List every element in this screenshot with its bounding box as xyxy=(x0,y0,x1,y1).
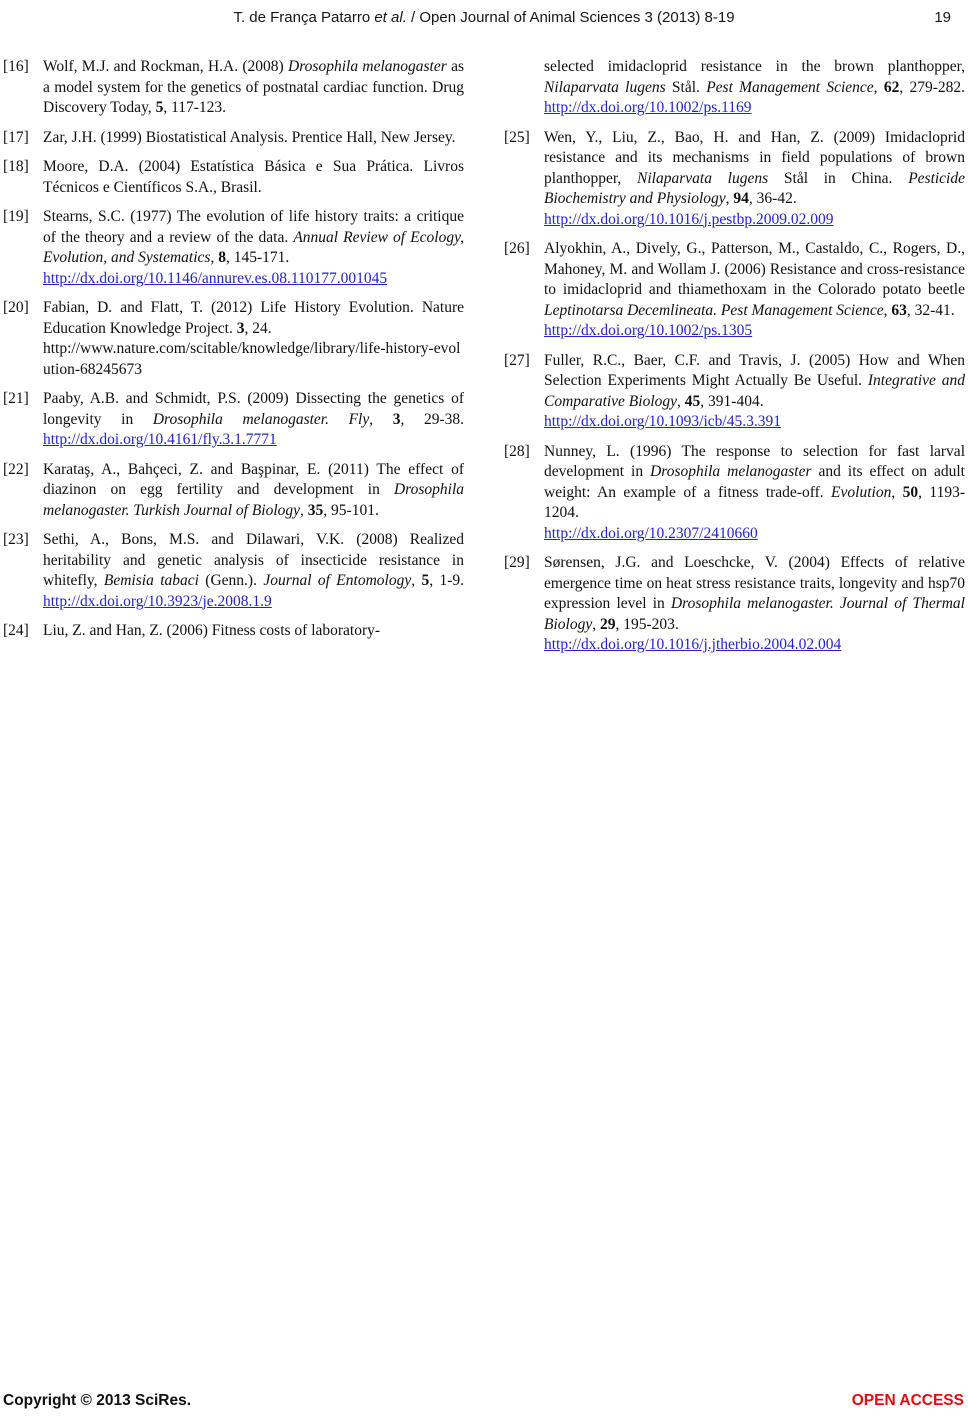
volume-number: 3 xyxy=(236,319,245,337)
reference-number: [16] xyxy=(3,58,29,75)
text-segment: , 95-101. xyxy=(323,501,379,519)
reference-number: [28] xyxy=(504,442,530,460)
italic-text: Integrative and Comparative Biology xyxy=(544,372,965,410)
doi-link[interactable]: http://dx.doi.org/10.1093/icb/45.3.391 xyxy=(544,413,781,430)
text-segment: , 1193-1204. xyxy=(544,483,965,521)
text-segment: selected imidacloprid resistance in the brown planthopper, xyxy=(544,58,965,75)
reference-text xyxy=(544,554,965,653)
text-segment: Wen, Y., Liu, Z., Bao, H. and Han, Z. (2009) Imidacloprid resistance and its mechanisms in field populations of brown planthopper, xyxy=(544,128,965,187)
doi-link[interactable]: http://dx.doi.org/10.1002/ps.1169 xyxy=(544,99,752,116)
volume-number: 94 xyxy=(733,190,749,207)
reference-text xyxy=(544,58,965,116)
reference-text xyxy=(43,390,464,448)
reference-item xyxy=(3,621,464,642)
reference-continuation xyxy=(504,57,965,119)
text-segment: Stearns, S.C. (1977) The evolution of life history traits: a critique of the theory and a review of the data. xyxy=(43,208,464,246)
text-segment: , 1-9. xyxy=(429,572,464,589)
reference-item xyxy=(3,57,464,119)
italic-text: Journal of Entomology xyxy=(263,572,412,589)
reference-number: [23] xyxy=(3,531,29,548)
text-segment: , xyxy=(411,572,422,589)
italic-text: Drosophila melanogaster. Journal of Thermal Biology xyxy=(544,595,965,633)
text-segment: , 279-282. xyxy=(899,78,965,96)
reference-text xyxy=(43,58,464,116)
reference-text xyxy=(43,622,380,639)
italic-text: Nilaparvata lugens xyxy=(637,169,769,187)
reference-item xyxy=(504,553,965,656)
text-segment: as a model system for the genetics of postnatal cardiac function. Drug Discovery Today, xyxy=(43,58,464,116)
running-title xyxy=(0,9,968,26)
reference-text xyxy=(43,129,455,146)
text-segment: , 29-38. xyxy=(400,410,464,428)
volume-number: 29 xyxy=(599,615,616,633)
reference-item xyxy=(3,128,464,149)
reference-text xyxy=(544,443,965,542)
reference-item xyxy=(504,351,965,433)
text-segment: / Open Journal of Animal Sciences 3 (2013) 8-19 xyxy=(406,9,735,26)
doi-link[interactable]: http://dx.doi.org/10.1002/ps.1305 xyxy=(544,322,753,339)
italic-text: Drosophila melanogaster xyxy=(288,58,447,75)
volume-number: 8 xyxy=(218,249,226,266)
volume-number: 50 xyxy=(902,483,919,501)
reference-number: [19] xyxy=(3,208,29,225)
reference-text xyxy=(544,129,965,228)
text-segment: , xyxy=(883,301,892,319)
italic-text: et al. xyxy=(374,9,407,26)
italic-text: Pest Management Science xyxy=(706,78,874,96)
reference-text xyxy=(43,158,464,196)
reference-item xyxy=(504,442,965,545)
volume-number: 35 xyxy=(307,501,324,519)
reference-item xyxy=(504,128,965,231)
text-segment: Alyokhin, A., Dively, G., Patterson, M., Castaldo, C., Rogers, D., Mahoney, M. and Wollam J. (2006) Resistance and cross-resistance to imidacloprid and thiamethoxam in the Colorado potato beetle xyxy=(544,240,965,298)
reference-text xyxy=(43,299,464,378)
text-segment: , 391-404. xyxy=(700,392,764,410)
text-segment: Fabian, D. and Flatt, T. (2012) Life History Evolution. Nature Education Knowledge Project. xyxy=(43,299,464,337)
reference-number: [22] xyxy=(3,460,29,478)
doi-link[interactable]: http://dx.doi.org/10.1016/j.jtherbio.2004.02.004 xyxy=(544,636,842,653)
text-segment: , 24. xyxy=(244,319,272,337)
reference-number: [21] xyxy=(3,390,29,407)
text-segment: Nunney, L. (1996) The response to selection for fast larval development in xyxy=(544,442,965,480)
text-segment: Stål. xyxy=(665,78,707,96)
references-column-left xyxy=(3,57,464,665)
text-segment: Stål in China. xyxy=(768,169,909,187)
text-segment: , xyxy=(210,249,219,266)
reference-number: [25] xyxy=(504,128,530,146)
doi-link[interactable]: http://dx.doi.org/10.4161/fly.3.1.7771 xyxy=(43,431,277,448)
open-access-label: OPEN ACCESS xyxy=(851,1392,964,1409)
reference-number: [29] xyxy=(504,554,530,571)
volume-number: 5 xyxy=(421,572,430,589)
text-segment: Liu, Z. and Han, Z. (2006) Fitness costs of laboratory- xyxy=(43,622,381,639)
page-footer xyxy=(3,1392,964,1410)
references-column-right xyxy=(504,57,965,665)
doi-link[interactable]: http://dx.doi.org/10.1146/annurev.es.08.110177.001045 xyxy=(43,269,388,287)
italic-text: Drosophila melanogaster xyxy=(650,463,812,480)
reference-item xyxy=(3,530,464,612)
reference-text xyxy=(544,352,965,431)
reference-text xyxy=(43,208,464,287)
italic-text: Annual Review of Ecology, Evolution, and Systematics xyxy=(43,228,464,266)
text-segment: , 117-123. xyxy=(163,99,227,116)
text-segment: , xyxy=(873,78,884,96)
italic-text: Bemisia tabaci xyxy=(103,572,199,589)
italic-text: Drosophila melanogaster. Turkish Journal of Biology xyxy=(43,481,464,519)
reference-item xyxy=(3,389,464,451)
volume-number: 62 xyxy=(883,78,900,96)
url-text: http://www.nature.com/scitable/knowledge/library/life-history-evolution-68245673 xyxy=(43,340,461,378)
text-segment: , xyxy=(891,483,903,501)
page-header xyxy=(0,9,968,26)
volume-number: 5 xyxy=(155,99,164,116)
volume-number: 63 xyxy=(891,301,907,319)
text-segment: T. de França Patarro xyxy=(233,9,375,26)
italic-text: Pesticide Biochemistry and Physiology xyxy=(544,169,965,207)
text-segment: , 145-171. xyxy=(225,249,290,266)
reference-item xyxy=(3,157,464,198)
page-number: 19 xyxy=(934,9,951,26)
volume-number: 3 xyxy=(392,410,401,428)
text-segment: , xyxy=(677,392,685,410)
text-segment: , 195-203. xyxy=(615,615,679,633)
reference-item xyxy=(504,239,965,342)
doi-link[interactable]: http://dx.doi.org/10.1016/j.pestbp.2009.02.009 xyxy=(544,210,834,228)
text-segment: , 36-42. xyxy=(748,190,797,207)
reference-text xyxy=(544,240,965,339)
text-segment: , xyxy=(300,501,308,519)
doi-link[interactable]: http://dx.doi.org/10.3923/je.2008.1.9 xyxy=(43,592,272,610)
text-segment: and its effect on adult weight: An example of a fitness trade-off. xyxy=(544,463,965,501)
reference-number: [26] xyxy=(504,240,530,257)
italic-text: Drosophila melanogaster. Fly xyxy=(152,410,370,428)
italic-text: Evolution xyxy=(831,483,892,501)
reference-item xyxy=(3,460,464,522)
text-segment: , 32-41. xyxy=(906,301,955,319)
reference-number: [18] xyxy=(3,158,29,175)
volume-number: 45 xyxy=(684,392,701,410)
text-segment: Paaby, A.B. and Schmidt, P.S. (2009) Dissecting the genetics of longevity in xyxy=(43,390,464,428)
reference-text xyxy=(43,531,464,610)
reference-number: [20] xyxy=(3,299,29,316)
reference-text xyxy=(43,461,464,519)
text-segment: , xyxy=(725,190,734,207)
text-segment: Wolf, M.J. and Rockman, H.A. (2008) xyxy=(43,58,289,75)
reference-number: [24] xyxy=(3,622,29,639)
copyright-text: Copyright © 2013 SciRes. xyxy=(3,1392,192,1409)
reference-number: [17] xyxy=(3,128,29,146)
text-segment: (Genn.). xyxy=(198,572,264,589)
reference-number: [27] xyxy=(504,351,530,369)
text-segment: Karataş, A., Bahçeci, Z. and Başpinar, E. (2011) The effect of diazinon on egg fertility and development in xyxy=(43,460,464,498)
text-segment: , xyxy=(592,615,600,633)
text-segment: Sethi, A., Bons, M.S. and Dilawari, V.K. (2008) Realized heritability and genetic analysis of insecticide resistance in whitefly, xyxy=(43,531,464,589)
text-segment: Zar, J.H. (1999) Biostatistical Analysis. Prentice Hall, New Jersey. xyxy=(43,128,456,146)
reference-item xyxy=(3,298,464,380)
text-segment: , xyxy=(369,410,393,428)
doi-link[interactable]: http://dx.doi.org/10.2307/2410660 xyxy=(544,524,758,542)
italic-text: Nilaparvata lugens xyxy=(544,78,666,96)
references-section xyxy=(3,57,965,665)
text-segment: Fuller, R.C., Baer, C.F. and Travis, J. (2005) How and When Selection Experiments Might Actually Be Useful. xyxy=(544,351,965,389)
reference-item xyxy=(3,207,464,289)
text-segment: Moore, D.A. (2004) Estatística Básica e Sua Prática. Livros Técnicos e Científicos S.A., Brasil. xyxy=(43,158,464,196)
italic-text: Leptinotarsa Decemlineata. Pest Management Science xyxy=(544,301,884,319)
text-segment: Sørensen, J.G. and Loeschcke, V. (2004) Effects of relative emergence time on heat stress resistance traits, longevity and hsp70 expression level in xyxy=(544,554,965,612)
